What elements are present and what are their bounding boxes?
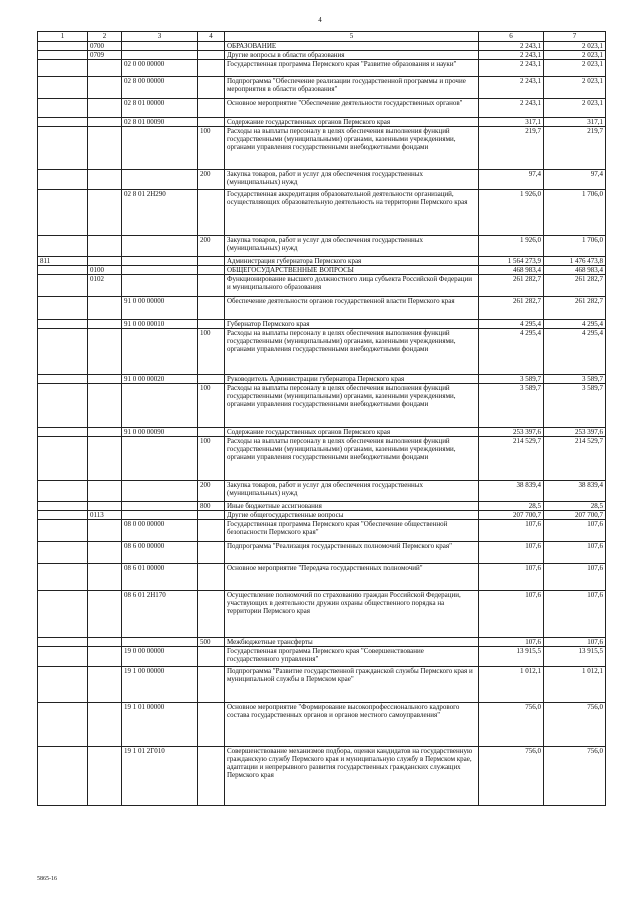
section-code-cell <box>88 384 122 428</box>
amount-year2-cell: 3 589,7 <box>544 384 606 428</box>
section-code-cell: 0113 <box>88 511 122 520</box>
section-code-cell <box>88 127 122 170</box>
expense-type-cell <box>198 118 225 127</box>
item-name-cell: Содержание государственных органов Пермского края <box>225 118 479 127</box>
item-name-cell: Государственная программа Пермского края "Совершенствование государственного управления" <box>225 647 479 667</box>
amount-year2-cell: 214 529,7 <box>544 437 606 481</box>
amount-year1-cell: 4 295,4 <box>479 320 544 329</box>
table-row <box>38 591 606 638</box>
amount-year1-cell: 107,6 <box>479 542 544 564</box>
expense-type-cell: 500 <box>198 638 225 647</box>
table-row <box>38 170 606 190</box>
expense-type-cell <box>198 520 225 542</box>
target-article-cell <box>122 511 198 520</box>
department-code-cell <box>38 481 88 502</box>
amount-year2-cell: 97,4 <box>544 170 606 190</box>
amount-year2-cell: 261 282,7 <box>544 275 606 297</box>
expense-type-cell <box>198 99 225 118</box>
target-article-cell: 02 8 01 00090 <box>122 118 198 127</box>
target-article-cell <box>122 329 198 375</box>
amount-year1-cell: 2 243,1 <box>479 42 544 51</box>
amount-year1-cell: 107,6 <box>479 591 544 638</box>
expense-type-cell <box>198 703 225 747</box>
department-code-cell <box>38 564 88 591</box>
amount-year2-cell: 253 397,6 <box>544 428 606 437</box>
table-row <box>38 99 606 118</box>
department-code-cell <box>38 703 88 747</box>
section-code-cell <box>88 236 122 257</box>
amount-year2-cell: 1 706,0 <box>544 236 606 257</box>
target-article-cell <box>122 42 198 51</box>
expense-type-cell <box>198 297 225 320</box>
department-code-cell <box>38 60 88 77</box>
amount-year2-cell: 2 023,1 <box>544 42 606 51</box>
target-article-cell <box>122 170 198 190</box>
item-name-cell: Другие вопросы в области образования <box>225 51 479 60</box>
item-name-cell: Расходы на выплаты персоналу в целях обеспечения выполнения функций государственными (муниципальными) органами, казенными учреждениями, органами управления государственными внебюджетными фондами <box>225 437 479 481</box>
item-name-cell: Губернатор Пермского края <box>225 320 479 329</box>
department-code-cell <box>38 127 88 170</box>
amount-year1-cell: 468 983,4 <box>479 266 544 275</box>
table-row <box>38 60 606 77</box>
item-name-cell: Обеспечение деятельности органов государственной власти Пермского края <box>225 297 479 320</box>
section-code-cell <box>88 329 122 375</box>
item-name-cell: Руководитель Администрации губернатора Пермского края <box>225 375 479 384</box>
expense-type-cell: 100 <box>198 127 225 170</box>
amount-year2-cell: 1 012,1 <box>544 667 606 703</box>
department-code-cell <box>38 520 88 542</box>
table-row <box>38 42 606 51</box>
expense-type-cell <box>198 747 225 806</box>
item-name-cell: Государственная аккредитация образовательной деятельности организаций, осуществляющих образовательную деятельность на территории Пермского края <box>225 190 479 236</box>
target-article-cell <box>122 236 198 257</box>
amount-year2-cell: 756,0 <box>544 747 606 806</box>
column-header: 1 <box>38 32 88 42</box>
amount-year1-cell: 756,0 <box>479 703 544 747</box>
target-article-cell: 08 0 00 00000 <box>122 520 198 542</box>
department-code-cell <box>38 51 88 60</box>
amount-year2-cell: 756,0 <box>544 703 606 747</box>
table-row <box>38 118 606 127</box>
department-code-cell <box>38 266 88 275</box>
table-row <box>38 77 606 99</box>
amount-year2-cell: 2 023,1 <box>544 51 606 60</box>
table-row <box>38 542 606 564</box>
table-row <box>38 428 606 437</box>
target-article-cell: 02 0 00 00000 <box>122 60 198 77</box>
department-code-cell <box>38 77 88 99</box>
section-code-cell <box>88 747 122 806</box>
item-name-cell: Государственная программа Пермского края "Обеспечение общественной безопасности Пермского края" <box>225 520 479 542</box>
expense-type-cell <box>198 257 225 266</box>
table-row <box>38 481 606 502</box>
amount-year1-cell: 2 243,1 <box>479 99 544 118</box>
item-name-cell: Основное мероприятие "Передача государственных полномочий" <box>225 564 479 591</box>
table-row <box>38 51 606 60</box>
item-name-cell: Основное мероприятие "Обеспечение деятельности государственных органов" <box>225 99 479 118</box>
table-row <box>38 375 606 384</box>
section-code-cell <box>88 77 122 99</box>
expense-type-cell <box>198 275 225 297</box>
department-code-cell <box>38 542 88 564</box>
department-code-cell <box>38 437 88 481</box>
target-article-cell: 19 1 00 00000 <box>122 667 198 703</box>
target-article-cell: 91 0 00 00020 <box>122 375 198 384</box>
amount-year2-cell: 107,6 <box>544 520 606 542</box>
expense-type-cell <box>198 42 225 51</box>
item-name-cell: Расходы на выплаты персоналу в целях обеспечения выполнения функций государственными (муниципальными) органами, казенными учреждениями, органами управления государственными внебюджетными фондами <box>225 127 479 170</box>
item-name-cell: Закупка товаров, работ и услуг для обеспечения государственных (муниципальных) нужд <box>225 236 479 257</box>
item-name-cell: Расходы на выплаты персоналу в целях обеспечения выполнения функций государственными (муниципальными) органами, казенными учреждениями, органами управления государственными внебюджетными фондами <box>225 329 479 375</box>
target-article-cell <box>122 51 198 60</box>
department-code-cell <box>38 275 88 297</box>
target-article-cell <box>122 266 198 275</box>
section-code-cell <box>88 190 122 236</box>
budget-table <box>37 31 606 806</box>
department-code-cell <box>38 502 88 511</box>
department-code-cell <box>38 591 88 638</box>
amount-year2-cell: 468 983,4 <box>544 266 606 275</box>
table-row <box>38 638 606 647</box>
table-row <box>38 437 606 481</box>
department-code-cell <box>38 638 88 647</box>
section-code-cell <box>88 591 122 638</box>
amount-year2-cell: 261 282,7 <box>544 297 606 320</box>
table-row <box>38 127 606 170</box>
department-code-cell <box>38 511 88 520</box>
section-code-cell <box>88 320 122 329</box>
department-code-cell <box>38 297 88 320</box>
target-article-cell: 08 6 01 00000 <box>122 564 198 591</box>
target-article-cell <box>122 502 198 511</box>
expense-type-cell: 200 <box>198 170 225 190</box>
department-code-cell <box>38 428 88 437</box>
expense-type-cell: 100 <box>198 437 225 481</box>
item-name-cell: Межбюджетные трансферты <box>225 638 479 647</box>
amount-year1-cell: 3 589,7 <box>479 384 544 428</box>
table-row <box>38 502 606 511</box>
department-code-cell <box>38 747 88 806</box>
target-article-cell: 91 0 00 00090 <box>122 428 198 437</box>
amount-year2-cell: 38 839,4 <box>544 481 606 502</box>
department-code-cell <box>38 384 88 428</box>
item-name-cell: Закупка товаров, работ и услуг для обеспечения государственных (муниципальных) нужд <box>225 481 479 502</box>
amount-year1-cell: 107,6 <box>479 638 544 647</box>
table-row <box>38 257 606 266</box>
target-article-cell <box>122 257 198 266</box>
table-row <box>38 329 606 375</box>
section-code-cell <box>88 564 122 591</box>
target-article-cell: 19 1 01 2Г010 <box>122 747 198 806</box>
amount-year1-cell: 317,1 <box>479 118 544 127</box>
table-row <box>38 747 606 806</box>
department-code-cell <box>38 170 88 190</box>
section-code-cell: 0700 <box>88 42 122 51</box>
section-code-cell: 0102 <box>88 275 122 297</box>
section-code-cell <box>88 99 122 118</box>
target-article-cell: 19 1 01 00000 <box>122 703 198 747</box>
target-article-cell: 19 0 00 00000 <box>122 647 198 667</box>
amount-year1-cell: 1 926,0 <box>479 236 544 257</box>
section-code-cell <box>88 481 122 502</box>
table-row <box>38 190 606 236</box>
amount-year1-cell: 261 282,7 <box>479 275 544 297</box>
target-article-cell <box>122 437 198 481</box>
department-code-cell <box>38 236 88 257</box>
department-code-cell: 811 <box>38 257 88 266</box>
table-row <box>38 511 606 520</box>
expense-type-cell <box>198 511 225 520</box>
expense-type-cell <box>198 428 225 437</box>
column-header: 4 <box>198 32 225 42</box>
item-name-cell: ОБЩЕГОСУДАРСТВЕННЫЕ ВОПРОСЫ <box>225 266 479 275</box>
amount-year1-cell: 2 243,1 <box>479 77 544 99</box>
column-header: 5 <box>225 32 479 42</box>
target-article-cell <box>122 127 198 170</box>
column-header: 2 <box>88 32 122 42</box>
section-code-cell <box>88 638 122 647</box>
amount-year1-cell: 756,0 <box>479 747 544 806</box>
expense-type-cell <box>198 667 225 703</box>
expense-type-cell <box>198 266 225 275</box>
target-article-cell: 02 8 00 00000 <box>122 77 198 99</box>
item-name-cell: Иные бюджетные ассигнования <box>225 502 479 511</box>
amount-year1-cell: 219,7 <box>479 127 544 170</box>
amount-year2-cell: 4 295,4 <box>544 329 606 375</box>
department-code-cell <box>38 647 88 667</box>
table-row <box>38 275 606 297</box>
amount-year1-cell: 261 282,7 <box>479 297 544 320</box>
target-article-cell <box>122 384 198 428</box>
department-code-cell <box>38 375 88 384</box>
section-code-cell <box>88 437 122 481</box>
amount-year1-cell: 1 012,1 <box>479 667 544 703</box>
expense-type-cell <box>198 564 225 591</box>
item-name-cell: Государственная программа Пермского края "Развитие образования и науки" <box>225 60 479 77</box>
amount-year2-cell: 1 476 473,8 <box>544 257 606 266</box>
section-code-cell <box>88 297 122 320</box>
amount-year1-cell: 1 564 273,9 <box>479 257 544 266</box>
section-code-cell <box>88 60 122 77</box>
section-code-cell <box>88 520 122 542</box>
table-row <box>38 703 606 747</box>
amount-year2-cell: 207 700,7 <box>544 511 606 520</box>
item-name-cell: Другие общегосударственные вопросы <box>225 511 479 520</box>
item-name-cell: ОБРАЗОВАНИЕ <box>225 42 479 51</box>
table-row <box>38 520 606 542</box>
amount-year1-cell: 97,4 <box>479 170 544 190</box>
table-row <box>38 320 606 329</box>
target-article-cell <box>122 481 198 502</box>
department-code-cell <box>38 190 88 236</box>
amount-year1-cell: 214 529,7 <box>479 437 544 481</box>
expense-type-cell <box>198 542 225 564</box>
expense-type-cell: 100 <box>198 384 225 428</box>
section-code-cell <box>88 542 122 564</box>
amount-year1-cell: 3 589,7 <box>479 375 544 384</box>
item-name-cell: Функционирование высшего должностного лица субъекта Российской Федерации и муниципального образования <box>225 275 479 297</box>
amount-year2-cell: 3 589,7 <box>544 375 606 384</box>
amount-year2-cell: 2 023,1 <box>544 99 606 118</box>
expense-type-cell <box>198 320 225 329</box>
target-article-cell: 02 8 01 2Н290 <box>122 190 198 236</box>
table-row <box>38 266 606 275</box>
expense-type-cell <box>198 647 225 667</box>
amount-year2-cell: 107,6 <box>544 591 606 638</box>
amount-year1-cell: 38 839,4 <box>479 481 544 502</box>
section-code-cell <box>88 502 122 511</box>
department-code-cell <box>38 42 88 51</box>
table-row <box>38 647 606 667</box>
item-name-cell: Совершенствование механизмов подбора, оценки кандидатов на государственную гражданскую службу Пермского края и муниципальную службу в Пермском крае, адаптации и непрерывного развития государственных гражданских служащих Пермского края <box>225 747 479 806</box>
department-code-cell <box>38 667 88 703</box>
amount-year2-cell: 1 706,0 <box>544 190 606 236</box>
item-name-cell: Подпрограмма "Реализация государственных полномочий Пермского края" <box>225 542 479 564</box>
amount-year2-cell: 317,1 <box>544 118 606 127</box>
table-row <box>38 297 606 320</box>
amount-year1-cell: 4 295,4 <box>479 329 544 375</box>
table-row <box>38 236 606 257</box>
item-name-cell: Подпрограмма "Обеспечение реализации государственной программы и прочие мероприятия в области образования" <box>225 77 479 99</box>
amount-year2-cell: 107,6 <box>544 564 606 591</box>
amount-year2-cell: 13 915,5 <box>544 647 606 667</box>
column-header: 7 <box>544 32 606 42</box>
amount-year2-cell: 2 023,1 <box>544 77 606 99</box>
department-code-cell <box>38 99 88 118</box>
department-code-cell <box>38 118 88 127</box>
table-row <box>38 667 606 703</box>
target-article-cell: 02 8 01 00000 <box>122 99 198 118</box>
document-code: 5865-16 <box>37 876 57 882</box>
expense-type-cell <box>198 51 225 60</box>
section-code-cell <box>88 118 122 127</box>
expense-type-cell <box>198 60 225 77</box>
amount-year2-cell: 2 023,1 <box>544 60 606 77</box>
table-header-row <box>38 32 606 42</box>
target-article-cell: 08 6 01 2Н170 <box>122 591 198 638</box>
section-code-cell <box>88 257 122 266</box>
item-name-cell: Содержание государственных органов Пермского края <box>225 428 479 437</box>
target-article-cell: 91 0 00 00000 <box>122 297 198 320</box>
section-code-cell <box>88 428 122 437</box>
amount-year1-cell: 2 243,1 <box>479 60 544 77</box>
item-name-cell: Подпрограмма "Развитие государственной гражданской службы Пермского края и муниципальной службы в Пермском крае" <box>225 667 479 703</box>
column-header: 3 <box>122 32 198 42</box>
target-article-cell <box>122 275 198 297</box>
amount-year1-cell: 107,6 <box>479 520 544 542</box>
expense-type-cell <box>198 190 225 236</box>
department-code-cell <box>38 329 88 375</box>
section-code-cell <box>88 703 122 747</box>
amount-year1-cell: 13 915,5 <box>479 647 544 667</box>
target-article-cell: 91 0 00 00010 <box>122 320 198 329</box>
section-code-cell <box>88 647 122 667</box>
section-code-cell <box>88 375 122 384</box>
item-name-cell: Расходы на выплаты персоналу в целях обеспечения выполнения функций государственными (муниципальными) органами, казенными учреждениями, органами управления государственными внебюджетными фондами <box>225 384 479 428</box>
section-code-cell: 0100 <box>88 266 122 275</box>
amount-year1-cell: 1 926,0 <box>479 190 544 236</box>
amount-year1-cell: 253 397,6 <box>479 428 544 437</box>
item-name-cell: Администрация губернатора Пермского края <box>225 257 479 266</box>
amount-year2-cell: 28,5 <box>544 502 606 511</box>
amount-year2-cell: 107,6 <box>544 542 606 564</box>
amount-year1-cell: 207 700,7 <box>479 511 544 520</box>
amount-year2-cell: 107,6 <box>544 638 606 647</box>
amount-year2-cell: 219,7 <box>544 127 606 170</box>
expense-type-cell: 800 <box>198 502 225 511</box>
expense-type-cell <box>198 591 225 638</box>
item-name-cell: Закупка товаров, работ и услуг для обеспечения государственных (муниципальных) нужд <box>225 170 479 190</box>
item-name-cell: Осуществление полномочий по страхованию граждан Российской Федерации, участвующих в деятельности дружин охраны общественного порядка на территории Пермского края <box>225 591 479 638</box>
section-code-cell <box>88 170 122 190</box>
expense-type-cell: 200 <box>198 481 225 502</box>
item-name-cell: Основное мероприятие "Формирование высокопрофессионального кадрового состава государственных органов и органов местного самоуправления" <box>225 703 479 747</box>
target-article-cell <box>122 638 198 647</box>
amount-year1-cell: 28,5 <box>479 502 544 511</box>
amount-year2-cell: 4 295,4 <box>544 320 606 329</box>
expense-type-cell <box>198 77 225 99</box>
amount-year1-cell: 107,6 <box>479 564 544 591</box>
table-row <box>38 564 606 591</box>
column-header: 6 <box>479 32 544 42</box>
amount-year1-cell: 2 243,1 <box>479 51 544 60</box>
page-number: 4 <box>318 16 322 24</box>
department-code-cell <box>38 320 88 329</box>
expense-type-cell: 200 <box>198 236 225 257</box>
expense-type-cell: 100 <box>198 329 225 375</box>
section-code-cell <box>88 667 122 703</box>
table-row <box>38 384 606 428</box>
target-article-cell: 08 6 00 00000 <box>122 542 198 564</box>
expense-type-cell <box>198 375 225 384</box>
section-code-cell: 0709 <box>88 51 122 60</box>
